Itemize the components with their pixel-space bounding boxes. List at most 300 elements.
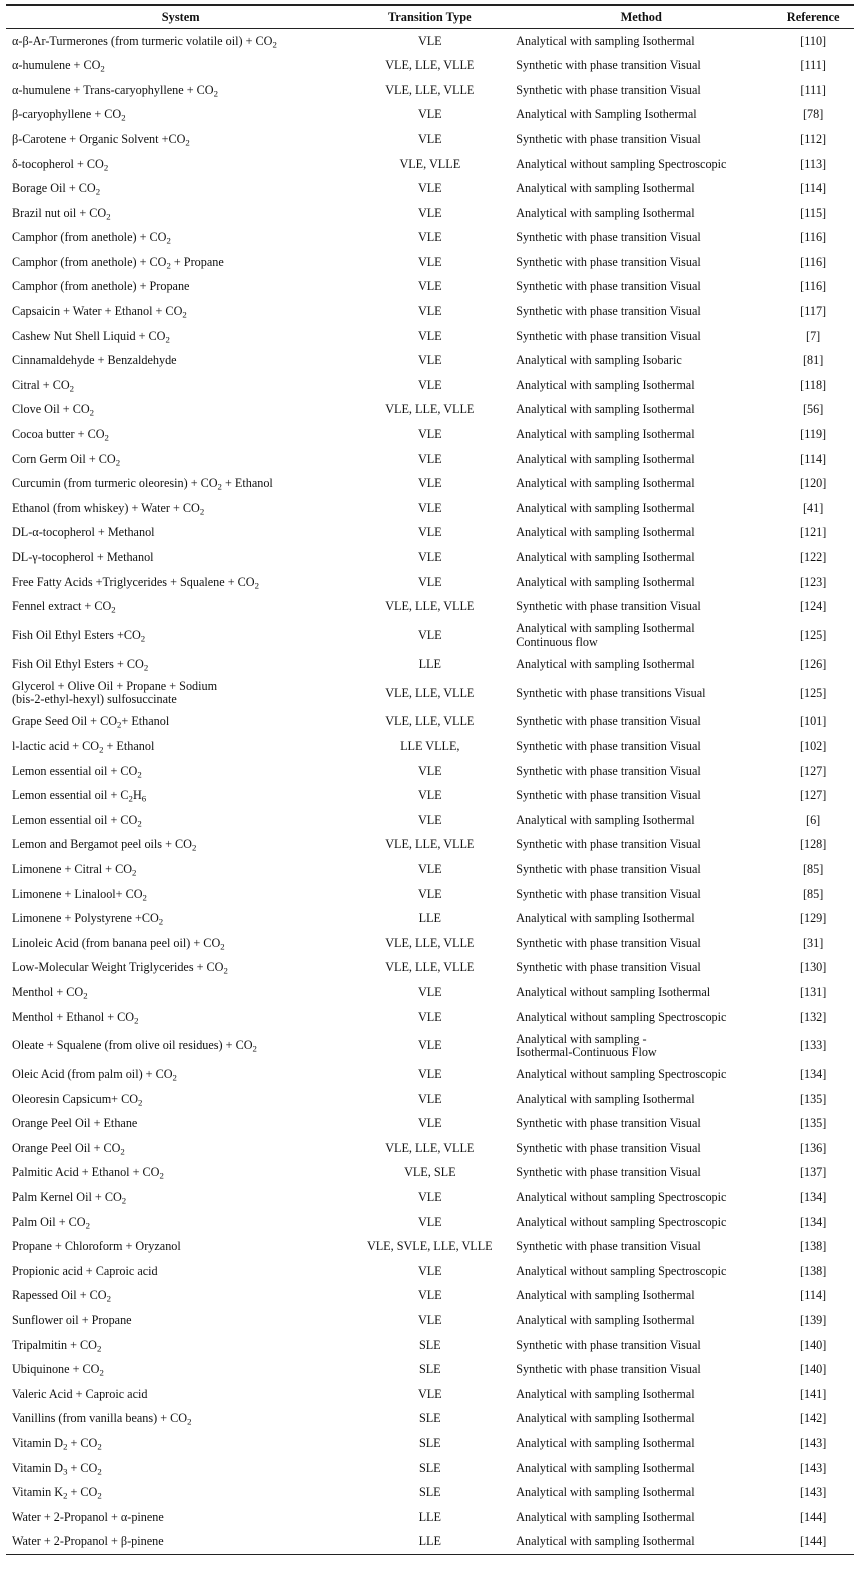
method-cell: Analytical with Sampling Isothermal	[516, 107, 697, 122]
transition-type-cell: LLE	[418, 656, 441, 671]
table-row	[6, 78, 854, 103]
header-system: System	[6, 5, 349, 29]
transition-type-cell: VLE	[417, 33, 442, 48]
reference-cell: [41]	[802, 500, 824, 515]
transition-type-cell: VLE, LLE, VLLE	[385, 714, 475, 729]
method-cell: Synthetic with phase transition Visual	[516, 328, 701, 343]
system-cell: Lemon essential oil + $CO_2$	[12, 763, 142, 780]
system-cell: Borage Oil + $CO_2$	[12, 181, 101, 197]
transition-type-cell: LLE VLLE,	[400, 738, 460, 753]
table-row	[6, 1063, 854, 1088]
table-row	[6, 1456, 854, 1481]
transition-type-cell: VLE	[417, 1038, 442, 1053]
system-cell: Cashew Nut Shell Liquid + $CO_2$	[12, 328, 170, 345]
method-cell: Synthetic with phase transition Visual	[516, 714, 701, 729]
system-cell: Citral + $CO_2$	[12, 377, 75, 394]
transition-type-cell: VLE	[417, 304, 442, 319]
system-cell: Water + 2-Propanol + α-pinene	[12, 1509, 164, 1524]
table-row	[6, 784, 854, 809]
table-body	[6, 29, 854, 1555]
table-row	[6, 29, 854, 54]
reference-cell: [130]	[799, 960, 827, 975]
method-cell: Analytical with sampling Isothermal	[516, 1091, 695, 1106]
table-row	[6, 734, 854, 759]
reference-cell: [144]	[799, 1509, 827, 1524]
reference-cell: [132]	[799, 1009, 827, 1024]
system-cell: Grape Seed Oil + $CO_2+$ Ethanol	[12, 714, 170, 730]
transition-type-cell: VLE	[417, 1288, 442, 1303]
transition-type-cell: VLE	[417, 1091, 442, 1106]
system-cell: Fennel extract + $CO_2$	[12, 599, 116, 615]
transition-type-cell: VLE	[417, 812, 442, 827]
reference-cell: [125]	[799, 685, 827, 700]
method-cell: Synthetic with phase transition Visual	[516, 58, 701, 73]
transition-type-cell: VLE	[417, 1116, 442, 1131]
table-row	[6, 1505, 854, 1530]
table-row	[6, 570, 854, 595]
method-cell: Analytical with sampling Isothermal	[516, 500, 695, 515]
table-row	[6, 595, 854, 620]
system-cell: Limonene + Linalool+ $CO_2$	[12, 886, 147, 902]
reference-cell: [116]	[800, 254, 827, 269]
reference-cell: [140]	[799, 1362, 827, 1377]
reference-cell: [127]	[799, 763, 827, 778]
system-cell: Fish Oil Ethyl Esters + $CO_2$	[12, 656, 149, 673]
transition-type-cell: VLE	[417, 525, 442, 540]
reference-cell: [102]	[799, 738, 827, 753]
transition-type-cell: VLE	[417, 205, 442, 220]
system-cell: β-Carotene + Organic Solvent $+CO_2$	[12, 131, 190, 148]
transition-type-cell: SLE	[418, 1337, 441, 1352]
method-cell: Analytical with sampling Isothermal	[516, 1460, 695, 1475]
system-cell: Clove Oil + $CO_2$	[12, 402, 95, 418]
system-cell: Water + 2-Propanol + β-pinene	[6, 1530, 349, 1555]
reference-cell: [113]	[800, 156, 827, 171]
table-row	[6, 833, 854, 858]
reference-cell: [81]	[802, 353, 824, 368]
table-row	[6, 1284, 854, 1309]
reference-cell: [85]	[802, 886, 824, 901]
table-row	[6, 447, 854, 472]
system-cell: Menthol + Ethanol + $CO_2$	[12, 1009, 139, 1025]
transition-type-cell: LLE	[418, 911, 441, 926]
table-row	[6, 324, 854, 349]
method-cell: Synthetic with phase transition Visual	[516, 837, 701, 852]
transition-type-cell: VLE	[417, 181, 442, 196]
transition-type-cell: VLE	[417, 328, 442, 343]
transition-type-cell: VLE	[417, 1190, 442, 1205]
transition-type-cell: SLE	[418, 1362, 441, 1377]
method-cell: Analytical with sampling Isothermal	[516, 181, 695, 196]
table-row	[6, 1431, 854, 1456]
system-cell: Lemon essential oil + $CO_2$	[12, 812, 142, 829]
method-cell: Synthetic with phase transition Visual	[516, 304, 701, 319]
transition-type-cell: VLE	[417, 1067, 442, 1082]
reference-cell: [126]	[799, 656, 827, 671]
reference-cell: [134]	[799, 1067, 827, 1082]
method-cell: Analytical with sampling Isothermal	[516, 377, 695, 392]
system-cell: Curcumin (from turmeric oleoresin) + $CO_2$ + Ethanol	[12, 476, 273, 492]
transition-type-cell: VLE	[417, 886, 442, 901]
table-row	[6, 808, 854, 833]
table-row	[6, 250, 854, 275]
transition-type-cell: VLE	[417, 377, 442, 392]
method-cell: Analytical without sampling Spectroscopic	[516, 1214, 727, 1229]
system-cell: Fish Oil Ethyl Esters $+CO_2$	[12, 628, 146, 644]
reference-cell: [114]	[800, 451, 827, 466]
system-cell: Camphor (from anethole) + Propane	[12, 279, 190, 294]
reference-cell: [128]	[799, 837, 827, 852]
system-cell: Tripalmitin + $CO_2$	[12, 1337, 102, 1354]
table-row	[6, 931, 854, 956]
reference-cell: [119]	[800, 427, 827, 442]
table-row	[6, 1333, 854, 1358]
method-cell: Analytical with sampling Isobaric	[516, 353, 682, 368]
table-row	[6, 882, 854, 907]
transition-type-cell: VLE	[417, 984, 442, 999]
method-cell: Analytical without sampling Spectroscopic	[516, 1067, 727, 1082]
method-cell: Synthetic with phase transition Visual	[516, 1362, 701, 1377]
method-cell: Analytical with sampling Isothermal	[516, 1288, 695, 1303]
transition-type-cell: VLE, LLE, VLLE	[385, 837, 475, 852]
system-cell: Valeric Acid + Caproic acid	[12, 1386, 148, 1401]
reference-cell: [144]	[772, 1530, 854, 1555]
method-cell: Analytical with sampling Isothermal	[516, 550, 695, 565]
transition-type-cell: VLE	[417, 550, 442, 565]
reference-cell: [120]	[799, 476, 827, 491]
table-row	[6, 398, 854, 423]
table-row	[6, 1259, 854, 1284]
reference-cell: [121]	[799, 525, 827, 540]
reference-cell: [134]	[799, 1190, 827, 1205]
header-method: Method	[510, 5, 772, 29]
table-row	[6, 956, 854, 981]
transition-type-cell: SLE	[418, 1460, 441, 1475]
transition-type-cell: VLE	[417, 628, 442, 642]
reference-cell: [134]	[799, 1214, 827, 1229]
system-cell: l-lactic acid + $CO_2$ + Ethanol	[12, 738, 155, 755]
method-cell: Synthetic with phase transition Visual	[516, 738, 701, 753]
table-row	[6, 1210, 854, 1235]
method-cell: Synthetic with phase transition Visual	[516, 254, 701, 269]
reference-cell: [135]	[799, 1091, 827, 1106]
reference-cell: [129]	[799, 911, 827, 926]
table-row	[6, 226, 854, 251]
transition-type-cell: LLE	[349, 1530, 510, 1555]
reference-cell: [115]	[800, 205, 827, 220]
transition-type-cell: VLE, SLE	[404, 1165, 456, 1180]
method-cell: Analytical with sampling Isothermal	[516, 574, 695, 589]
method-cell: Analytical with sampling Isothermal	[516, 812, 695, 827]
transition-type-cell: VLE, VLLE	[399, 156, 461, 171]
system-cell: Propionic acid + Caproic acid	[12, 1263, 158, 1278]
reference-cell: [7]	[806, 328, 821, 343]
table-row	[6, 857, 854, 882]
reference-cell: [31]	[802, 935, 824, 950]
system-cell: Lemon and Bergamot peel oils + $CO_2$	[12, 837, 197, 853]
transition-type-cell: VLE	[417, 1313, 442, 1328]
system-cell: Oleic Acid (from palm $oil) + CO_2$	[12, 1067, 177, 1083]
system-cell: Menthol + $CO_2$	[12, 984, 88, 1001]
method-cell: Synthetic with phase transition Visual	[516, 82, 701, 97]
system-cell: Linoleic Acid (from banana peel $oil) + CO_2$	[12, 935, 225, 952]
method-cell: Synthetic with phase transition Visual	[516, 1337, 701, 1352]
reference-cell: [143]	[799, 1485, 827, 1500]
reference-cell: [141]	[799, 1386, 827, 1401]
method-cell: Analytical with sampling Isothermal	[516, 1485, 695, 1500]
system-cell: Palm Oil + $CO_2$	[12, 1214, 90, 1231]
table-row	[6, 1358, 854, 1383]
method-cell: Analytical without sampling Spectroscopic	[516, 1009, 727, 1024]
reference-cell: [137]	[799, 1165, 827, 1180]
system-cell: DL-γ-tocopherol + Methanol	[12, 550, 154, 565]
system-cell: Capsaicin + Water + Ethanol + $CO_2$	[12, 304, 187, 320]
method-cell: Synthetic with phase transition Visual	[516, 131, 701, 146]
transition-type-cell: VLE	[417, 861, 442, 876]
reference-cell: [138]	[799, 1263, 827, 1278]
system-cell: Vitamin $D_3 + CO_2$	[12, 1460, 102, 1477]
method-cell: Synthetic with phase transition Visual	[516, 1165, 701, 1180]
system-cell: Vanillins (from vanilla beans) + $CO_2$	[12, 1411, 192, 1427]
transition-type-cell: VLE	[417, 1263, 442, 1278]
reference-cell: [136]	[799, 1140, 827, 1155]
reference-cell: [133]	[799, 1038, 827, 1053]
table-row	[6, 177, 854, 202]
table-row	[6, 710, 854, 735]
reference-cell: [131]	[799, 984, 827, 999]
method-cell: Analytical with sampling Isothermal	[516, 402, 695, 417]
method-cell: Analytical with sampling Isothermal	[516, 1313, 695, 1328]
system-cell: α-β-Ar-Turmerones (from turmeric volatile $oil) + CO_2$	[12, 33, 277, 49]
transition-type-cell: VLE	[417, 254, 442, 269]
system-cell: Camphor (from anethole) + $CO_2$	[12, 230, 171, 246]
transition-type-cell: VLE	[417, 788, 442, 803]
method-cell: Synthetic with phase transition Visual	[516, 1140, 701, 1155]
system-cell: Lemon essential oil + $C_2H_6$	[12, 788, 147, 804]
transition-type-cell: SLE	[418, 1436, 441, 1451]
reference-cell: [114]	[800, 181, 827, 196]
method-cell: Synthetic with phase transition Visual	[516, 763, 701, 778]
table-row	[6, 1481, 854, 1506]
transition-type-cell: VLE	[417, 230, 442, 245]
method-cell: Analytical with sampling Isothermal	[516, 1411, 695, 1426]
system-cell: Ubiquinone + $CO_2$	[12, 1362, 104, 1378]
method-cell: Analytical with sampling Isothermal	[516, 427, 695, 442]
system-cell: Palmitic Acid + Ethanol + $CO_2$	[12, 1165, 164, 1181]
method-cell: Synthetic with phase transition Visual	[516, 960, 701, 975]
system-cell: Limonene + Polystyrene $+CO_2$	[12, 911, 164, 927]
reference-cell: [112]	[800, 131, 827, 146]
method-cell: Analytical with sampling Isothermal	[516, 1509, 695, 1524]
table-row	[6, 1235, 854, 1260]
method-cell: Analytical without sampling Spectroscopic	[516, 1263, 727, 1278]
table-row	[6, 1112, 854, 1137]
system-cell: Glycerol + Olive Oil + Propane + Sodium (bis-2-ethyl-hexyl) sulfosuccinate	[12, 678, 218, 707]
transition-type-cell: VLE, SVLE, LLE, VLLE	[366, 1239, 493, 1254]
method-cell: Analytical with sampling Isothermal Continuous flow	[516, 621, 695, 649]
reference-cell: [124]	[799, 599, 827, 614]
table-row	[6, 349, 854, 374]
transition-type-cell: VLE, LLE, VLLE	[385, 599, 475, 614]
system-cell: Propane + Chloroform + Oryzanol	[12, 1239, 181, 1254]
table-row	[6, 1005, 854, 1030]
method-cell: Analytical with sampling Isothermal	[516, 33, 695, 48]
method-cell: Analytical with sampling Isothermal	[516, 1436, 695, 1451]
system-cell: β-caryophyllene + $CO_2$	[12, 107, 126, 123]
table-row	[6, 1161, 854, 1186]
method-cell: Synthetic with phase transition Visual	[516, 886, 701, 901]
table-row	[6, 152, 854, 177]
system-cell: Cocoa butter + $CO_2$	[12, 427, 109, 443]
transition-type-cell: VLE	[417, 1009, 442, 1024]
table-row	[6, 619, 854, 652]
system-cell: Camphor (from anethole) + $CO_2$ + Propane	[12, 254, 224, 271]
table-row	[6, 1087, 854, 1112]
phase-equilibria-table	[6, 4, 854, 1555]
reference-cell: [140]	[799, 1337, 827, 1352]
method-cell: Analytical with sampling Isothermal	[516, 911, 695, 926]
method-cell: Analytical without sampling Spectroscopic	[516, 1190, 727, 1205]
reference-cell: [114]	[800, 1288, 827, 1303]
transition-type-cell: VLE	[417, 476, 442, 491]
reference-cell: [143]	[799, 1460, 827, 1475]
system-cell: Cinnamaldehyde + Benzaldehyde	[12, 353, 177, 368]
method-cell: Synthetic with phase transition Visual	[516, 599, 701, 614]
system-cell: Ethanol (from whiskey) + Water + $CO_2$	[12, 500, 205, 517]
method-cell: Analytical without sampling Spectroscopic	[516, 156, 727, 171]
transition-type-cell: VLE, LLE, VLLE	[385, 82, 475, 97]
table-row	[6, 496, 854, 521]
table-row	[6, 472, 854, 497]
system-cell: Oleate + Squalene (from olive oil residues) + $CO_2$	[12, 1038, 257, 1054]
table-row	[6, 1136, 854, 1161]
transition-type-cell: VLE	[417, 107, 442, 122]
reference-cell: [142]	[799, 1411, 827, 1426]
system-cell: Orange Peel Oil + Ethane	[12, 1116, 138, 1131]
system-cell: Low-Molecular Weight Triglycerides + $CO_2$	[12, 960, 228, 976]
table-row	[6, 907, 854, 932]
method-cell: Synthetic with phase transition Visual	[516, 1239, 701, 1254]
reference-cell: [101]	[799, 714, 827, 729]
system-cell: Vitamin $D_2 + CO_2$	[12, 1436, 102, 1452]
transition-type-cell: VLE, LLE, VLLE	[385, 935, 475, 950]
reference-cell: [78]	[802, 107, 824, 122]
transition-type-cell: VLE	[417, 279, 442, 294]
method-cell: Synthetic with phase transition Visual	[516, 279, 701, 294]
system-cell: Palm Kernel Oil + $CO_2$	[12, 1190, 127, 1206]
method-cell: Synthetic with phase transition Visual	[516, 935, 701, 950]
reference-cell: [122]	[799, 550, 827, 565]
transition-type-cell: VLE	[417, 353, 442, 368]
table-row	[6, 652, 854, 677]
system-cell: Sunflower oil + Propane	[12, 1313, 132, 1328]
method-cell: Synthetic with phase transition Visual	[516, 861, 701, 876]
method-cell: Synthetic with phase transition Visual	[516, 1116, 701, 1131]
system-cell: Brazil nut oil + $CO_2$	[12, 205, 111, 222]
reference-cell: [143]	[799, 1436, 827, 1451]
table-row	[6, 1382, 854, 1407]
transition-type-cell: VLE	[417, 500, 442, 515]
table-row	[6, 1530, 854, 1555]
transition-type-cell: VLE	[417, 574, 442, 589]
table-row	[6, 759, 854, 784]
method-cell: Analytical with sampling Isothermal	[516, 205, 695, 220]
method-cell: Synthetic with phase transitions Visual	[516, 685, 706, 700]
reference-cell: [6]	[806, 812, 821, 827]
transition-type-cell: VLE, LLE, VLLE	[385, 685, 475, 700]
system-cell: Corn Germ Oil + $CO_2$	[12, 451, 121, 468]
transition-type-cell: VLE, LLE, VLLE	[385, 1140, 475, 1155]
table-row	[6, 373, 854, 398]
table-row	[6, 127, 854, 152]
system-cell: Orange Peel Oil + $CO_2$	[12, 1140, 125, 1157]
transition-type-cell: VLE	[417, 131, 442, 146]
method-cell: Analytical with sampling Isothermal	[516, 1386, 695, 1401]
reference-cell: [116]	[800, 230, 827, 245]
table-row	[6, 103, 854, 128]
reference-cell: [135]	[799, 1116, 827, 1131]
transition-type-cell: VLE, LLE, VLLE	[385, 960, 475, 975]
system-cell: DL-α-tocopherol + Methanol	[12, 525, 155, 540]
transition-type-cell: VLE	[417, 427, 442, 442]
transition-type-cell: LLE	[418, 1509, 441, 1524]
header-reference: Reference	[772, 5, 854, 29]
table-row	[6, 201, 854, 226]
system-cell: δ-tocopherol + $CO_2$	[12, 156, 109, 172]
reference-cell: [139]	[799, 1313, 827, 1328]
transition-type-cell: SLE	[418, 1485, 441, 1500]
transition-type-cell: VLE	[417, 1386, 442, 1401]
reference-cell: [138]	[799, 1239, 827, 1254]
table-header	[6, 5, 854, 29]
table-row	[6, 521, 854, 546]
reference-cell: [111]	[800, 58, 826, 73]
method-cell: Synthetic with phase transition Visual	[516, 230, 701, 245]
table-row	[6, 300, 854, 325]
table-row	[6, 1309, 854, 1334]
method-cell: Analytical with sampling Isothermal	[516, 451, 695, 466]
system-cell: α-humulene + $CO_2$	[12, 58, 105, 74]
system-cell: Oleoresin Capsicum+ $CO_2$	[12, 1091, 143, 1108]
system-cell: α-humulene + Trans-caryophyllene + $CO_2$	[12, 82, 218, 99]
system-cell: Limonene + Citral + $CO_2$	[12, 861, 137, 878]
table-row	[6, 980, 854, 1005]
table-row	[6, 1030, 854, 1063]
reference-cell: [125]	[799, 628, 827, 642]
transition-type-cell: VLE	[417, 1214, 442, 1229]
system-cell: Rapessed Oil + $CO_2$	[12, 1288, 111, 1304]
table-row	[6, 1186, 854, 1211]
reference-cell: [116]	[800, 279, 827, 294]
reference-cell: [127]	[799, 788, 827, 803]
method-cell: Analytical with sampling Isothermal	[510, 1530, 772, 1555]
reference-cell: [123]	[799, 574, 827, 589]
header-transition-type: Transition Type	[349, 5, 510, 29]
transition-type-cell: VLE, LLE, VLLE	[385, 58, 475, 73]
method-cell: Analytical with sampling - Isothermal-Continuous Flow	[516, 1031, 657, 1060]
reference-cell: [111]	[800, 82, 826, 97]
system-cell: Vitamin $K_2 + CO_2$	[12, 1485, 102, 1501]
method-cell: Analytical with sampling Isothermal	[516, 656, 695, 671]
reference-cell: [110]	[800, 33, 827, 48]
method-cell: Analytical with sampling Isothermal	[516, 525, 695, 540]
transition-type-cell: VLE	[417, 451, 442, 466]
table-row	[6, 423, 854, 448]
table-row	[6, 1407, 854, 1432]
table-row	[6, 54, 854, 79]
transition-type-cell: VLE	[417, 763, 442, 778]
table-row	[6, 677, 854, 710]
